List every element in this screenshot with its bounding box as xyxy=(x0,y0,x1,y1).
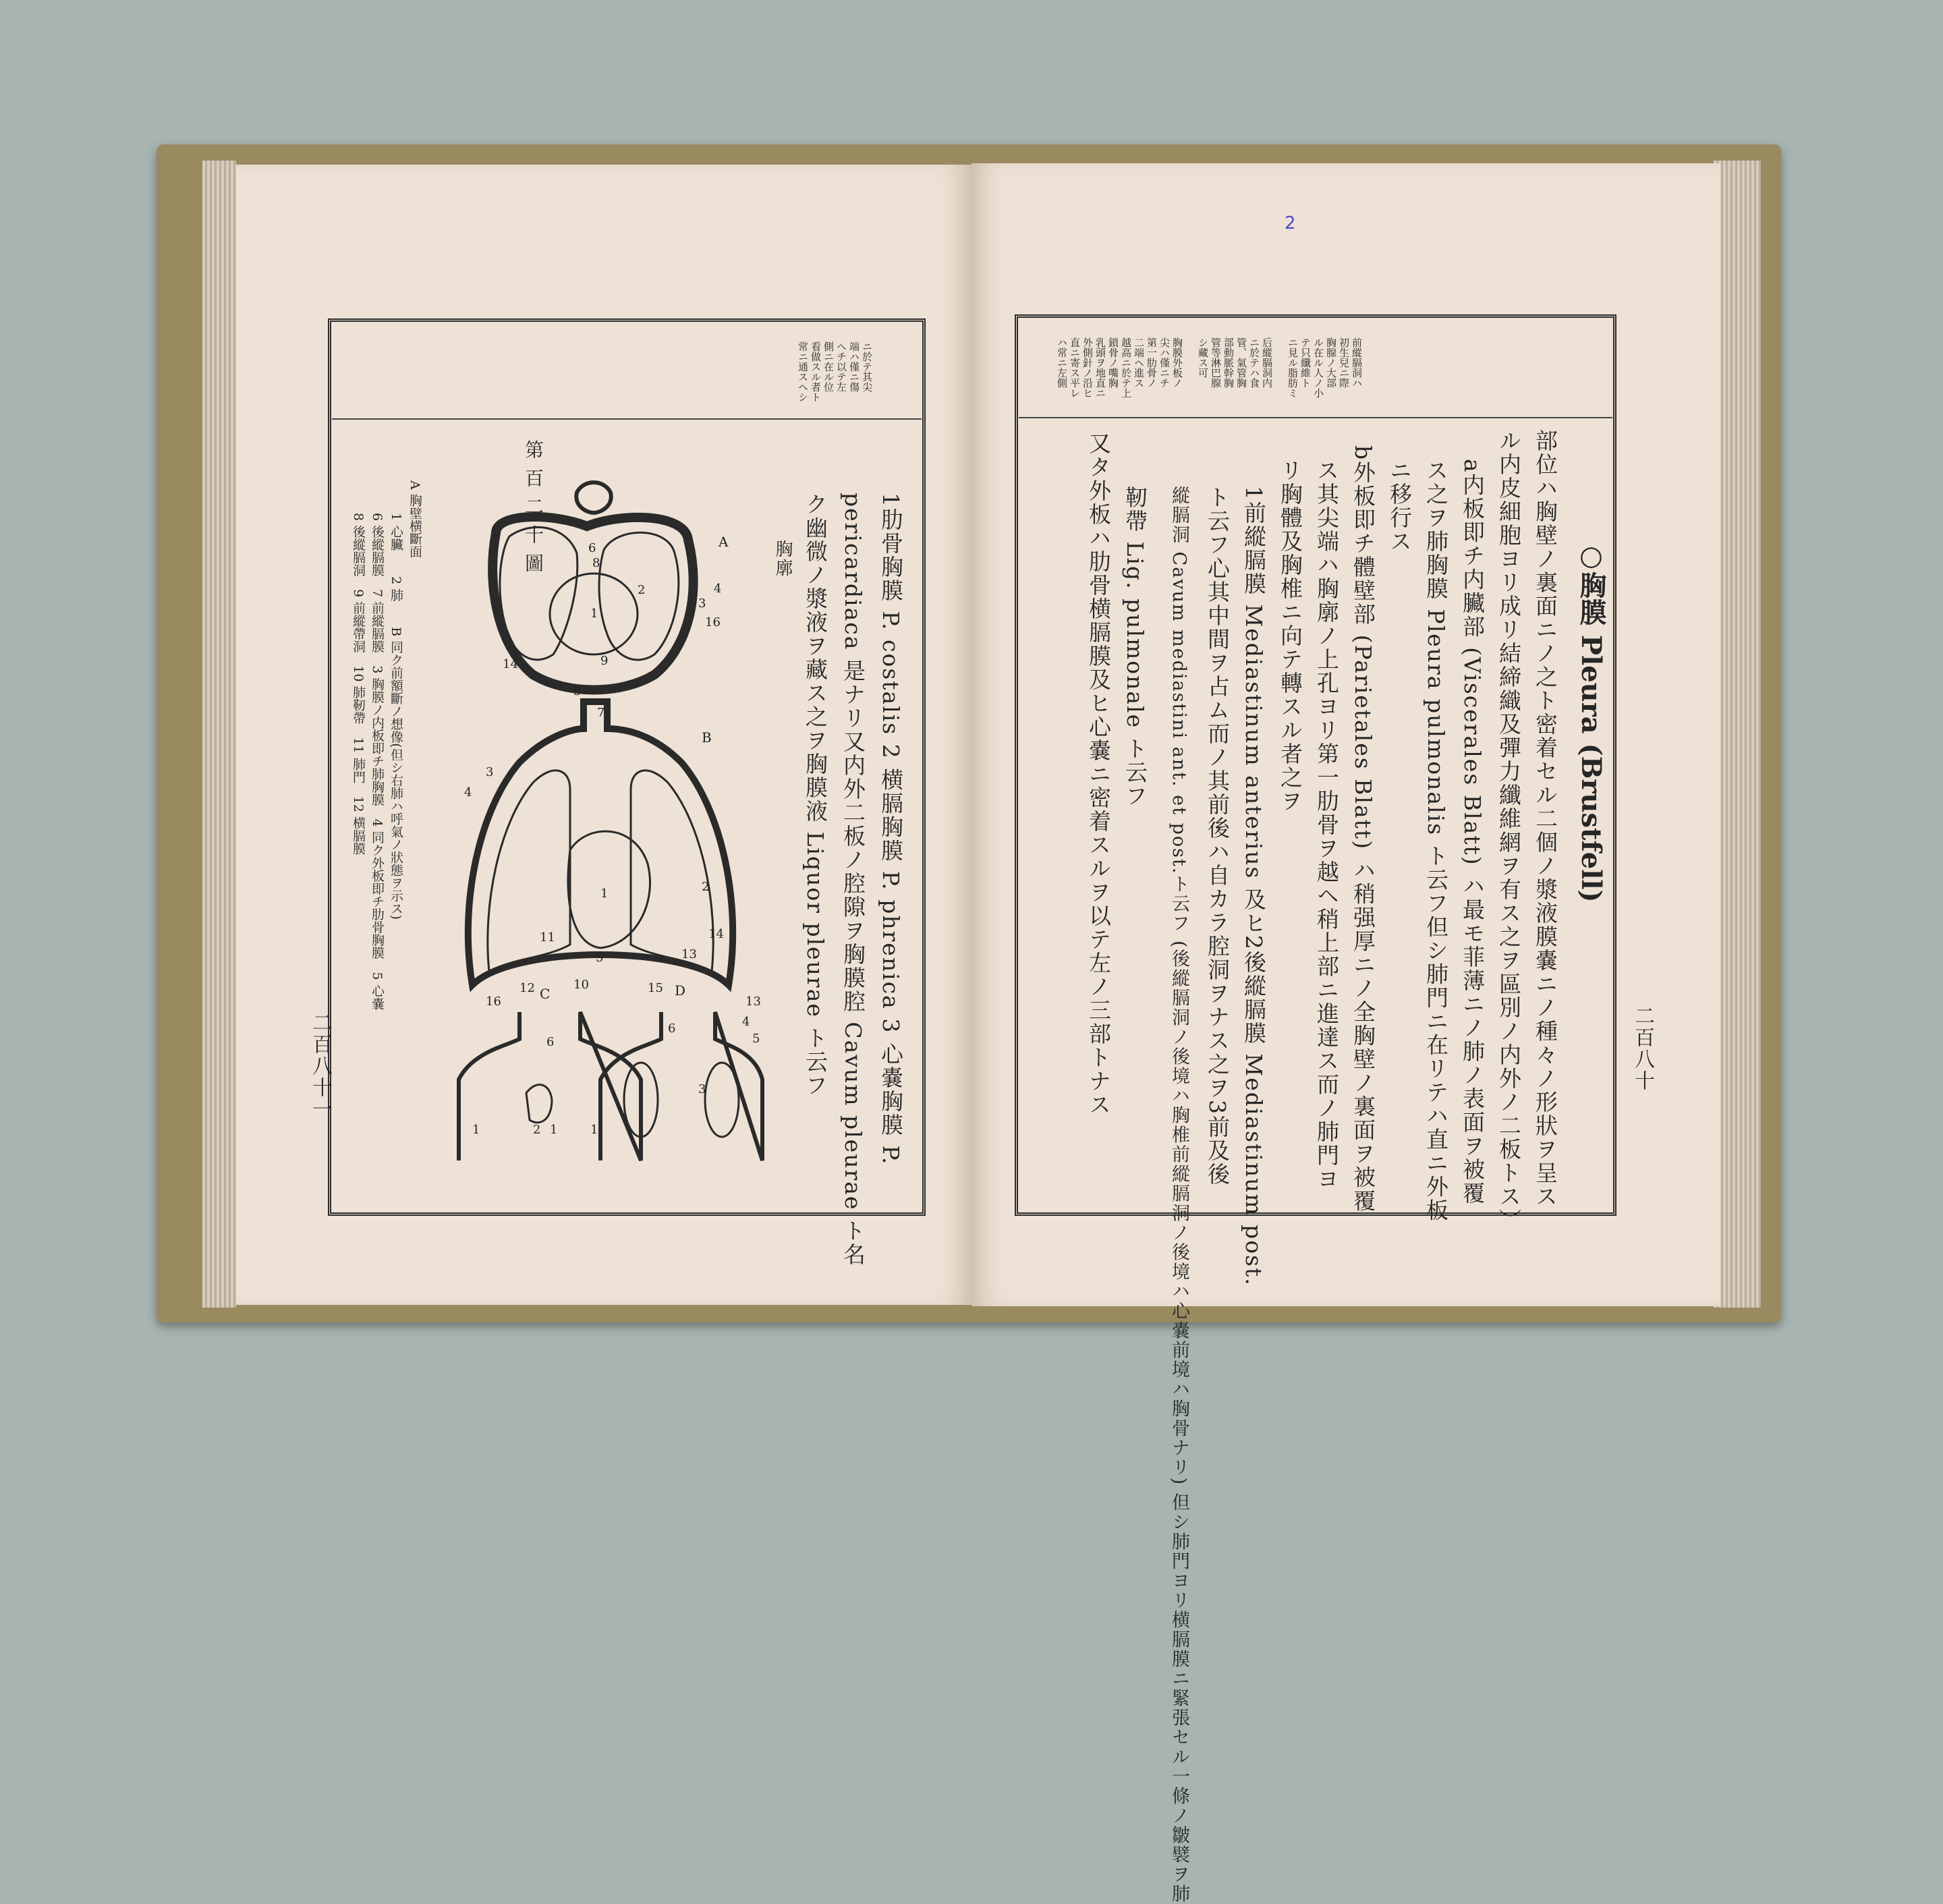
legend-line-1: A 胸壁横斷面 xyxy=(407,480,422,558)
figure-d-diagram xyxy=(600,982,762,1160)
right-body-line-2: ル内皮細胞ヨリ成リ結締織及彈力纖維網ヲ有ス之ヲ區別ノ内外ノ二板トス） xyxy=(1496,429,1522,1232)
svg-text:1: 1 xyxy=(600,887,609,901)
figure-b-frontal-section xyxy=(464,702,761,1009)
svg-text:5: 5 xyxy=(596,951,604,965)
svg-text:3: 3 xyxy=(698,1082,706,1096)
svg-text:16: 16 xyxy=(486,995,501,1009)
right-body-line-1: 部位ハ胸壁ノ裏面ニノ之ト密着セル二個ノ漿液膜嚢ニノ種々ノ形狀ヲ呈ス xyxy=(1532,429,1558,1208)
svg-text:4: 4 xyxy=(464,785,472,800)
right-body-line-3: a内板即チ内臟部 (Viscerales Blatt) ハ最モ菲薄ニノ肺ノ表面ヲ被覆 xyxy=(1459,459,1486,1206)
figure-title: 第百二十圖 xyxy=(522,440,544,582)
pencil-mark: 2 xyxy=(1285,213,1296,233)
svg-text:7: 7 xyxy=(597,706,605,720)
left-body-line-1: 1肋骨胸膜 P. costalis 2 横膈胸膜 P. phrenica 3 心嚢胸膜 P. xyxy=(878,493,904,1166)
svg-text:1: 1 xyxy=(590,607,598,621)
right-body-line-7: ス其尖端ハ胸廓ノ上孔ヨリ第一肋骨ヲ越ヘ稍上部ニ進達ス而ノ肺門ヨ xyxy=(1314,459,1340,1191)
svg-text:1: 1 xyxy=(550,1123,558,1137)
left-marginal-note: ニ於テ其尖 端ハ僅ニ傷 ヘチ以テ左 側ニ在ル位 看做スル者ト 常ニ通スヘシ xyxy=(797,341,873,402)
svg-text:12: 12 xyxy=(519,981,535,995)
right-body-line-4: ス之ヲ肺胸膜 Pleura pulmonalis ト云フ但シ肺門ニ在リテハ直ニ外板 xyxy=(1423,459,1449,1223)
label-a: A xyxy=(719,534,729,550)
left-body-line-2: pericardiaca 是ナリ又内外二板ノ腔隙ヲ胸膜腔 Cavum pleurae ト名 xyxy=(840,493,866,1266)
label-d: D xyxy=(675,982,686,999)
svg-text:2: 2 xyxy=(638,583,646,597)
svg-text:13: 13 xyxy=(681,947,697,961)
legend-line-3: 6 後縱膈膜 7 前縱膈膜 3 胸膜ノ内板即チ肺胸膜 4 同ク外板即チ肋骨胸膜 5 心嚢 xyxy=(370,513,385,1010)
right-body-line-9: 1前縱膈膜 Mediastinum anterius 及ヒ2後縱膈膜 Mediastinum post. xyxy=(1241,486,1267,1287)
right-page-edges xyxy=(1714,161,1761,1308)
legend-line-4: 8 後縱膈洞 9 前縱帶洞 10 肺靭帶 11 肺門 12 横膈膜 xyxy=(351,513,366,855)
right-body-line-8: リ胸體及胸椎ニ向テ轉スル者之ヲ xyxy=(1277,459,1303,813)
svg-text:8: 8 xyxy=(592,556,600,570)
svg-text:6: 6 xyxy=(546,1035,555,1049)
svg-text:13: 13 xyxy=(745,995,761,1009)
section-title: ○胸膜 Pleura (Brustfell) xyxy=(1575,540,1607,903)
svg-text:3: 3 xyxy=(486,765,494,779)
svg-text:14: 14 xyxy=(503,657,518,671)
svg-text:2: 2 xyxy=(533,1123,541,1137)
right-body-line-10: ト云フ心其中間ヲ占ム而ノ其前後ハ自カラ腔洞ヲナス之ヲ3前及後 xyxy=(1204,486,1231,1186)
right-body-line-12: 靭帶 Lig. pulmonale ト云フ xyxy=(1122,486,1148,808)
svg-text:4: 4 xyxy=(714,582,722,596)
figure-c-diagram xyxy=(459,986,641,1160)
svg-text:16: 16 xyxy=(705,615,721,629)
label-c: C xyxy=(540,986,551,1002)
svg-text:1: 1 xyxy=(590,1123,598,1137)
right-body-line-11: 縱膈洞 Cavum mediastini ant. et post.ト云フ (後縱膈洞ノ後境ハ胸椎前縱膈洞ノ後境ハ心嚢前境ハ胸骨ナリ) 但シ肺門ヨリ横膈膜ニ緊張セル一條ノ皺襞ヲ肺 xyxy=(1168,486,1189,1904)
svg-text:9: 9 xyxy=(600,654,609,668)
right-body-line-6: b外板即チ體壁部 (Parietales Blatt) ハ稍强厚ニノ全胸壁ノ裏面ヲ被覆 xyxy=(1350,445,1376,1213)
left-body-line-4: 胸廓 xyxy=(772,540,793,578)
svg-text:2: 2 xyxy=(702,880,710,894)
svg-text:5: 5 xyxy=(573,684,582,698)
right-marginal-note: 前縱膈洞ハ 初生兒ニ際 胸腺ノ大部 ル在ル人ノ小 テ只纖維ト ニ見ル脂肪ミ 后縱膈洞内 ニ於テハ食 管、氣管胸 部動脈幹胸 管等淋巴腺 シ藏ス可 胸膜外板ノ 尖ハ僅ニチ 第一肋骨ノ 二端ヘ進ス 越高ニ於テ上 鎖骨ノ嘴胸 乳頭ヲ地直ニ 外側針ノ沿ヒ 直ニ寄ス平レ ハ常ニ左側 xyxy=(1056,337,1363,398)
svg-text:6: 6 xyxy=(668,1021,676,1036)
figure-a-cross-section xyxy=(492,482,729,720)
right-note-divider xyxy=(1019,417,1612,418)
svg-text:10: 10 xyxy=(573,978,589,992)
svg-text:6: 6 xyxy=(588,541,596,555)
svg-text:4: 4 xyxy=(742,1015,750,1029)
thorax-figure xyxy=(432,472,769,1201)
right-body-line-13: 又タ外板ハ肋骨横膈膜及ヒ心嚢ニ密着スルヲ以テ左ノ三部トナス xyxy=(1086,432,1112,1117)
svg-text:15: 15 xyxy=(648,981,663,995)
left-page-edges xyxy=(202,161,236,1308)
right-body-line-5: ニ移行ス xyxy=(1386,459,1413,553)
svg-text:11: 11 xyxy=(540,930,555,945)
svg-text:3: 3 xyxy=(698,596,706,611)
left-page-number: 二百八十一 xyxy=(308,1012,332,1120)
right-page-number: 二百八十 xyxy=(1631,1005,1654,1092)
svg-text:5: 5 xyxy=(752,1032,760,1046)
left-body-line-3: ク幽微ノ漿液ヲ藏ス之ヲ胸膜液 Liquor pleurae ト云フ xyxy=(802,493,828,1098)
left-note-divider xyxy=(332,418,922,420)
legend-line-2: 1 心臟 2 肺 B 同ク前額斷ノ想像(但シ右肺ハ呼氣ノ狀態ヲ示ス) xyxy=(389,513,403,920)
svg-text:1: 1 xyxy=(472,1123,480,1137)
svg-text:14: 14 xyxy=(708,927,724,941)
label-b: B xyxy=(702,729,712,746)
